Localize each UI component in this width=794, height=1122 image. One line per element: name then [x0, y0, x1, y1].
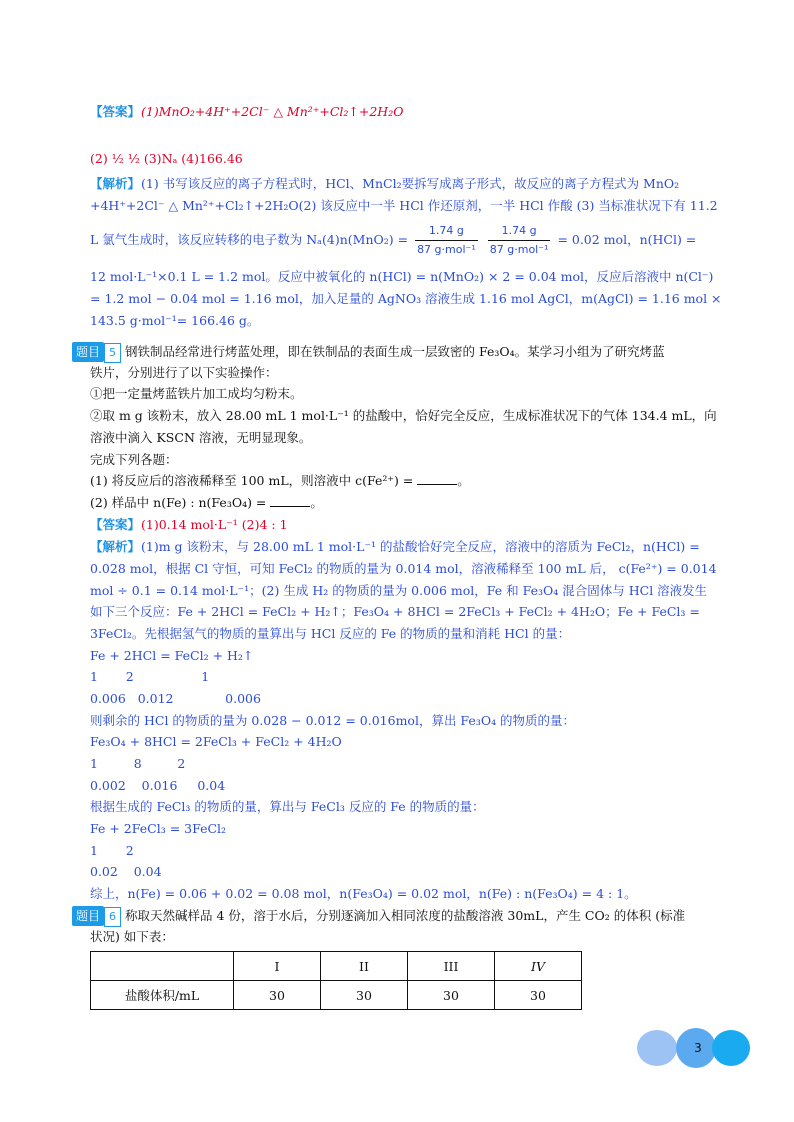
analysis-5-line7 — [90, 668, 209, 686]
table-cell: II — [321, 952, 408, 981]
analysis-5-line3 — [90, 582, 707, 600]
analysis-5-line16 — [90, 863, 162, 881]
question-5-line7 — [90, 472, 470, 490]
question-5-line4 — [90, 407, 717, 425]
question-text: 称取天然碱样品 4 份，溶于水后，分别逐滴加入相同浓度的盐酸溶液 30mL，产生 CO₂ 的体积 (标准 — [125, 908, 686, 923]
question-number: 6 — [104, 907, 121, 927]
analysis-text: 0.02 0.04 — [90, 864, 162, 879]
analysis-text: L 氯气生成时，该反应转移的电子数为 Nₐ(4)n(MnO₂) = — [90, 232, 409, 247]
analysis-5-line10 — [90, 733, 342, 751]
table-cell: I — [234, 952, 321, 981]
question-5-line8 — [90, 494, 323, 512]
question-text: (1) 将反应后的溶液稀释至 100 mL，则溶液中 c(Fe²⁺) = — [90, 473, 414, 488]
analysis-text: Fe₃O₄ + 8HCl = 2FeCl₃ + FeCl₂ + 4H₂O — [90, 734, 342, 749]
question-text: 。 — [310, 495, 323, 510]
analysis-5-line11 — [90, 755, 185, 773]
analysis-5-line9 — [90, 712, 575, 730]
analysis-text: 143.5 g·mol⁻¹= 166.46 g。 — [90, 313, 260, 328]
analysis-text: (1)m g 该粉末，与 28.00 mL 1 mol·L⁻¹ 的盐酸恰好完全反应，溶液中的溶质为 FeCl₂，n(HCl) = — [141, 539, 700, 554]
question-number: 5 — [104, 343, 121, 363]
analysis-text: = 0.02 mol，n(HCl) = — [557, 232, 697, 247]
question-5-line6 — [90, 451, 178, 469]
analysis-5-line2 — [90, 560, 717, 578]
fraction-numerator: 1.74 g — [415, 222, 478, 241]
answer-tag: 【答案】 — [90, 104, 141, 119]
analysis-5-line5 — [90, 625, 570, 643]
analysis-1-line3 — [90, 222, 696, 259]
table-cell: 30 — [234, 981, 321, 1010]
page-decor-circle — [637, 1030, 677, 1066]
analysis-1-line5 — [90, 290, 722, 308]
fraction — [488, 222, 551, 259]
question-6-line2 — [90, 928, 174, 946]
answer-1 — [90, 103, 403, 121]
analysis-text: Fe + 2HCl = FeCl₂ + H₂↑ — [90, 648, 254, 663]
answer-1-line2 — [90, 150, 243, 168]
analysis-text: 1 8 2 — [90, 756, 186, 771]
analysis-text: mol ÷ 0.1 = 0.14 mol·L⁻¹；(2) 生成 H₂ 的物质的量为 0.006 mol，Fe 和 Fe₃O₄ 混合固体与 HCl 溶液发生 — [90, 583, 708, 598]
analysis-tag: 【解析】 — [90, 176, 141, 191]
analysis-text: = 1.2 mol − 0.04 mol = 1.16 mol，加入足量的 AgNO₃ 溶液生成 1.16 mol AgCl，m(AgCl) = 1.16 mol × — [90, 291, 722, 306]
page-number: 3 — [694, 1041, 702, 1055]
analysis-5-line8 — [90, 690, 261, 708]
question-badge: 题目 — [72, 342, 104, 362]
analysis-text: 1 2 1 — [90, 669, 210, 684]
question-text: 溶液中滴入 KSCN 溶液，无明显现象。 — [90, 430, 312, 445]
fraction — [415, 222, 478, 259]
analysis-text: 根据生成的 FeCl₃ 的物质的量，算出与 FeCl₃ 反应的 Fe 的物质的量： — [90, 799, 485, 814]
fraction-denominator: 87 g·mol⁻¹ — [489, 243, 549, 256]
answer-blank[interactable] — [417, 472, 457, 485]
question-5-line5 — [90, 429, 311, 447]
analysis-text: 0.002 0.016 0.04 — [90, 778, 226, 793]
question-text: 。 — [457, 473, 470, 488]
question-text: 钢铁制品经常进行烤蓝处理，即在铁制品的表面生成一层致密的 Fe₃O₄。某学习小组为了研究烤蓝 — [125, 344, 665, 359]
answer-5 — [90, 516, 288, 534]
table-row — [91, 981, 582, 1010]
table-cell: 盐酸体积/mL — [91, 981, 234, 1010]
table-cell — [91, 952, 234, 981]
answer-equation: (1)MnO₂+4H⁺+2Cl⁻ △ Mn²⁺+Cl₂↑+2H₂O — [141, 104, 404, 119]
analysis-5-line17 — [90, 885, 637, 903]
table-cell: III — [408, 952, 495, 981]
analysis-text: 3FeCl₂。先根据氢气的物质的量算出与 HCl 反应的 Fe 的物质的量和消耗 HCl 的量： — [90, 626, 571, 641]
analysis-text: 12 mol·L⁻¹×0.1 L = 1.2 mol。反应中被氧化的 n(HCl) = n(MnO₂) × 2 = 0.04 mol，反应后溶液中 n(Cl⁻) — [90, 269, 714, 284]
analysis-text: (1) 书写该反应的离子方程式时，HCl、MnCl₂要拆写成离子形式，故反应的离子方程式为 MnO₂ — [141, 176, 680, 191]
page-decor-circle — [712, 1030, 750, 1066]
table-cell: 30 — [408, 981, 495, 1010]
analysis-5-line6 — [90, 647, 253, 665]
analysis-text: 综上，n(Fe) = 0.06 + 0.02 = 0.08 mol，n(Fe₃O₄) = 0.02 mol，n(Fe) : n(Fe₃O₄) = 4 : 1。 — [90, 886, 637, 901]
analysis-text: Fe + 2FeCl₃ = 3FeCl₂ — [90, 821, 227, 836]
analysis-1-line4 — [90, 268, 713, 286]
question-text: 铁片，分别进行了以下实验操作： — [90, 365, 278, 380]
fraction-denominator: 87 g·mol⁻¹ — [417, 243, 476, 256]
question-6-line1 — [72, 906, 685, 927]
analysis-5-line14 — [90, 820, 226, 838]
question-text: ①把一定量烤蓝铁片加工成均匀粉末。 — [90, 386, 303, 401]
question-5-line2 — [90, 364, 278, 382]
analysis-5-line15 — [90, 842, 134, 860]
question-text: 状况) 如下表： — [90, 929, 174, 944]
table-cell: 30 — [495, 981, 582, 1010]
analysis-text: 则剩余的 HCl 的物质的量为 0.028 − 0.012 = 0.016mol，算出 Fe₃O₄ 的物质的量： — [90, 713, 576, 728]
analysis-5-line13 — [90, 798, 485, 816]
analysis-tag: 【解析】 — [90, 539, 141, 554]
question-text: ②取 m g 该粉末，放入 28.00 mL 1 mol·L⁻¹ 的盐酸中，恰好完全反应，生成标准状况下的气体 134.4 mL，向 — [90, 408, 717, 423]
analysis-text: 1 2 — [90, 843, 134, 858]
analysis-1-line1 — [90, 175, 679, 193]
analysis-1-line2 — [90, 197, 718, 215]
analysis-5-line1 — [90, 538, 700, 556]
answer-line2-text: (2) ½ ½ (3)Nₐ (4)166.46 — [90, 151, 243, 166]
fraction-numerator: 1.74 g — [488, 222, 551, 241]
question-badge: 题目 — [72, 906, 104, 926]
answer-tag: 【答案】 — [90, 517, 141, 532]
question-5-line3 — [90, 385, 303, 403]
table-cell: 30 — [321, 981, 408, 1010]
analysis-5-line4 — [90, 603, 700, 621]
question-5-line1 — [72, 342, 665, 363]
analysis-text: 0.028 mol，根据 Cl 守恒，可知 FeCl₂ 的物质的量为 0.014 mol，溶液稀释至 100 mL 后， c(Fe²⁺) = 0.014 — [90, 561, 717, 576]
table-header-row — [91, 952, 582, 981]
question-text: (2) 样品中 n(Fe) : n(Fe₃O₄) = — [90, 495, 267, 510]
analysis-5-line12 — [90, 777, 225, 795]
analysis-text: 0.006 0.012 0.006 — [90, 691, 261, 706]
analysis-text: 如下三个反应：Fe + 2HCl = FeCl₂ + H₂↑；Fe₃O₄ + 8HCl = 2FeCl₃ + FeCl₂ + 4H₂O；Fe + FeCl₃ = — [90, 604, 700, 619]
answer-text: (1)0.14 mol·L⁻¹ (2)4 : 1 — [141, 517, 288, 532]
analysis-1-line6 — [90, 312, 259, 330]
question-text: 完成下列各题： — [90, 452, 178, 467]
analysis-text: +4H⁺+2Cl⁻ △ Mn²⁺+Cl₂↑+2H₂O(2) 该反应中一半 HCl 作还原剂，一半 HCl 作酸 (3) 当标准状况下有 11.2 — [90, 198, 718, 213]
data-table — [90, 951, 582, 1010]
answer-blank[interactable] — [270, 494, 310, 507]
table-cell: IV — [495, 952, 582, 981]
